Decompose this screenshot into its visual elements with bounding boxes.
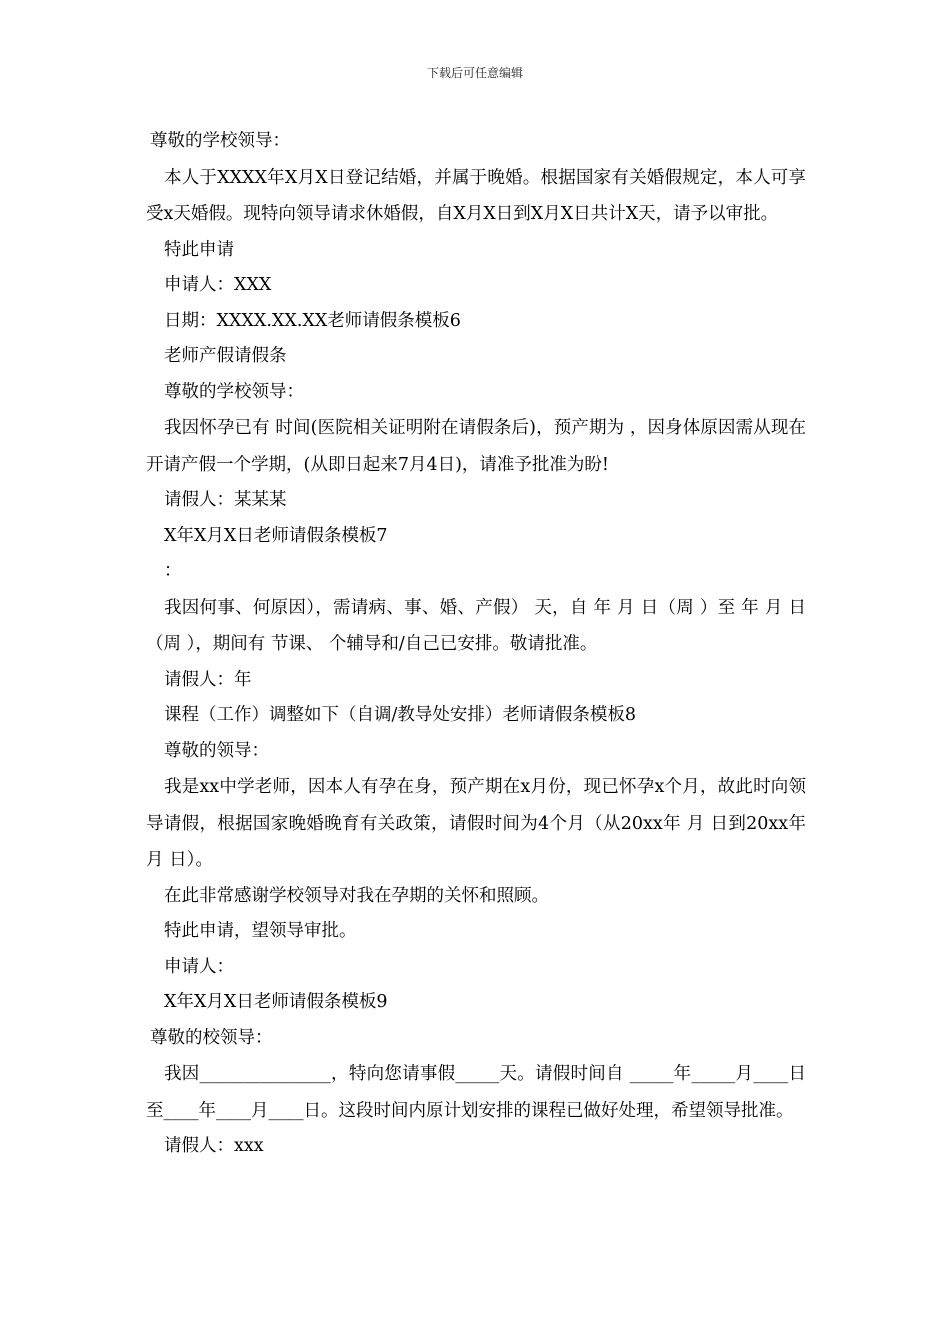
paragraph-personal-leave: 我因_______________，特向您请事假_____天。请假时间自 _____年_____月____日至____年____月____日。这段时间内原计划安排的课程已做好处理，希望领导批准。 xyxy=(146,1064,806,1121)
applicant-line: 请假人：某某某 xyxy=(164,490,287,510)
applicant-line: 请假人：xxx xyxy=(164,1136,264,1156)
salutation: 尊敬的领导： xyxy=(164,740,269,761)
paragraph-maternity-leave: 我因怀孕已有 时间(医院相关证明附在请假条后)，预产期为 ，因身体原因需从现在开请产假一个学期，(从即日起来7月4日)，请准予批准为盼! xyxy=(146,418,806,475)
thanks-line: 在此非常感谢学校领导对我在孕期的关怀和照顾。 xyxy=(164,885,549,906)
document-body xyxy=(146,124,806,1165)
paragraph-marriage-leave: 本人于XXXX年X月X日登记结婚，并属于晚婚。根据国家有关婚假规定，本人可享受x天婚假。现特向领导请求休婚假，自X月X日到X月X日共计X天，请予以审批。 xyxy=(146,167,806,224)
closing-line: 特此申请 xyxy=(164,239,234,260)
date-line: X年X月X日老师请假条模板7 xyxy=(164,525,388,546)
date-line: 日期：XXXX.XX.XX老师请假条模板6 xyxy=(164,310,461,331)
date-line: X年X月X日老师请假条模板9 xyxy=(164,992,388,1012)
applicant-line: 请假人：年 xyxy=(164,669,252,690)
schedule-line: 课程（工作）调整如下（自调/教导处安排）老师请假条模板8 xyxy=(164,705,637,725)
paragraph-general-leave: 我因何事、何原因），需请病、事、婚、产假） 天，自 年 月 日（周 ）至 年 月 日（周 ），期间有 节课、 个辅导和/自己已安排。敬请批准。 xyxy=(146,597,806,654)
salutation: 尊敬的学校领导： xyxy=(150,131,290,151)
applicant-line: 申请人：XXX xyxy=(164,275,272,295)
paragraph-pregnancy-leave: 我是xx中学老师，因本人有孕在身，预产期在x月份，现已怀孕x个月，故此时向领导请假，根据国家晚婚晚育有关政策，请假时间为4个月（从20xx年 月 日到20xx年 月 日）。 xyxy=(146,777,806,870)
closing-line: 特此申请，望领导审批。 xyxy=(164,921,357,941)
salutation: 尊敬的校领导： xyxy=(150,1027,273,1048)
page-header-note: 下载后可任意编辑 xyxy=(426,66,523,80)
salutation: 尊敬的学校领导： xyxy=(164,381,304,402)
colon-line: ： xyxy=(164,561,182,581)
section-title: 老师产假请假条 xyxy=(164,346,287,366)
applicant-line: 申请人： xyxy=(164,956,234,977)
